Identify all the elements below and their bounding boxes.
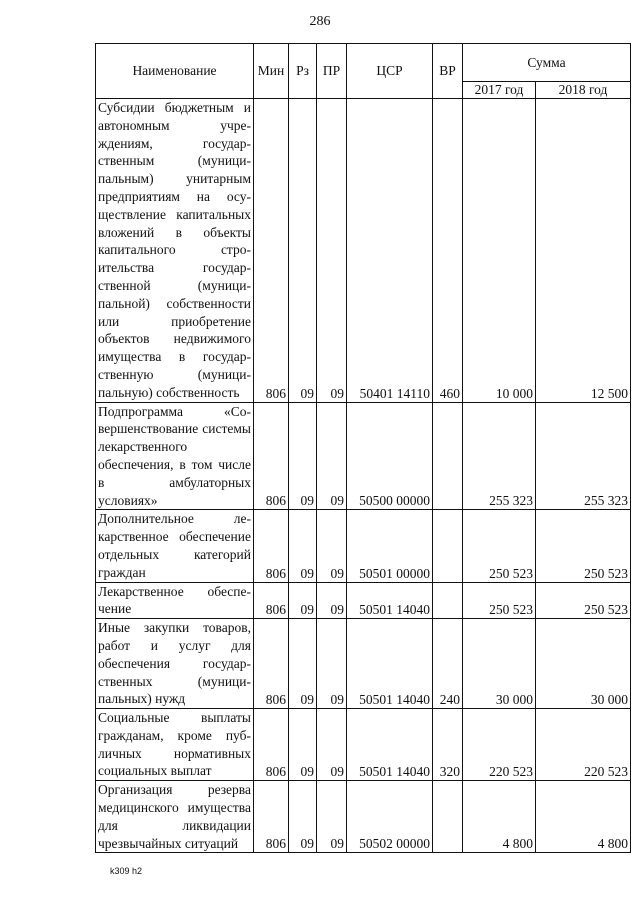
row-sum-2017: 10 000	[463, 99, 536, 403]
header-year-2018: 2018 год	[536, 82, 631, 99]
header-pr: ПР	[317, 44, 347, 99]
row-name: Социальные выплаты гражданам, кроме публичных нормативных социальных выплат	[96, 709, 254, 781]
row-vr	[433, 582, 463, 619]
row-sum-2018: 220 523	[536, 709, 631, 781]
row-csr: 50401 14110	[347, 99, 433, 403]
page-number: 286	[309, 14, 331, 29]
row-pr: 09	[317, 99, 347, 403]
header-rz: Рз	[289, 44, 317, 99]
row-csr: 50501 00000	[347, 510, 433, 582]
row-rz: 09	[289, 99, 317, 403]
header-sum: Сумма	[463, 44, 631, 82]
header-csr: ЦСР	[347, 44, 433, 99]
row-sum-2017: 30 000	[463, 619, 536, 709]
header-min: Мин	[254, 44, 289, 99]
row-sum-2017: 250 523	[463, 510, 536, 582]
row-vr: 460	[433, 99, 463, 403]
row-sum-2017: 220 523	[463, 709, 536, 781]
row-vr	[433, 510, 463, 582]
row-rz: 09	[289, 781, 317, 853]
header-name: Наименование	[96, 44, 254, 99]
row-min: 806	[254, 619, 289, 709]
row-min: 806	[254, 709, 289, 781]
row-sum-2017: 250 523	[463, 582, 536, 619]
table-row	[96, 709, 631, 781]
row-rz: 09	[289, 709, 317, 781]
row-csr: 50500 00000	[347, 402, 433, 510]
row-rz: 09	[289, 510, 317, 582]
row-pr: 09	[317, 781, 347, 853]
row-min: 806	[254, 402, 289, 510]
row-vr	[433, 402, 463, 510]
row-name: Иные закупки товаров, работ и услуг для обеспечения государственных (муниципальных) нужд	[96, 619, 254, 709]
row-name: Организация резерва медицинского имущества для ликвидации чрезвычайных ситуаций	[96, 781, 254, 853]
row-pr: 09	[317, 510, 347, 582]
header-vr: ВР	[433, 44, 463, 99]
table-header	[96, 44, 631, 99]
table-body	[96, 99, 631, 853]
row-pr: 09	[317, 619, 347, 709]
footer-code: k309 h2	[110, 866, 143, 876]
row-name: Подпрограмма «Совершенствование системы лекарственного обеспечения, в том числе в амбулаторных условиях»	[96, 402, 254, 510]
row-sum-2018: 250 523	[536, 582, 631, 619]
table-row	[96, 510, 631, 582]
row-pr: 09	[317, 582, 347, 619]
row-csr: 50501 14040	[347, 619, 433, 709]
table-row	[96, 99, 631, 403]
row-csr: 50502 00000	[347, 781, 433, 853]
row-min: 806	[254, 582, 289, 619]
row-min: 806	[254, 510, 289, 582]
row-vr	[433, 781, 463, 853]
row-sum-2018: 30 000	[536, 619, 631, 709]
row-rz: 09	[289, 402, 317, 510]
row-sum-2017: 4 800	[463, 781, 536, 853]
row-sum-2017: 255 323	[463, 402, 536, 510]
table-row	[96, 402, 631, 510]
row-pr: 09	[317, 709, 347, 781]
row-rz: 09	[289, 619, 317, 709]
row-name: Дополнительное лекарственное обеспечение отдельных категорий граждан	[96, 510, 254, 582]
table-row	[96, 619, 631, 709]
row-sum-2018: 250 523	[536, 510, 631, 582]
row-min: 806	[254, 781, 289, 853]
row-min: 806	[254, 99, 289, 403]
row-pr: 09	[317, 402, 347, 510]
table-row	[96, 781, 631, 853]
row-sum-2018: 12 500	[536, 99, 631, 403]
row-vr: 240	[433, 619, 463, 709]
row-csr: 50501 14040	[347, 709, 433, 781]
row-csr: 50501 14040	[347, 582, 433, 619]
row-rz: 09	[289, 582, 317, 619]
row-vr: 320	[433, 709, 463, 781]
table-row	[96, 582, 631, 619]
row-sum-2018: 4 800	[536, 781, 631, 853]
row-name: Субсидии бюджетным и автономным учреждениям, государственным (муниципальным) унитарным предприятиям на осуществление капитальных вложений в объекты капитального строительства государственной (муниципальной) собственности или приобретение объектов недвижимого имущества в государственную (муниципальную) собственность	[96, 99, 254, 403]
row-name: Лекарственное обеспечение	[96, 582, 254, 619]
header-year-2017: 2017 год	[463, 82, 536, 99]
row-sum-2018: 255 323	[536, 402, 631, 510]
budget-table	[95, 43, 631, 853]
